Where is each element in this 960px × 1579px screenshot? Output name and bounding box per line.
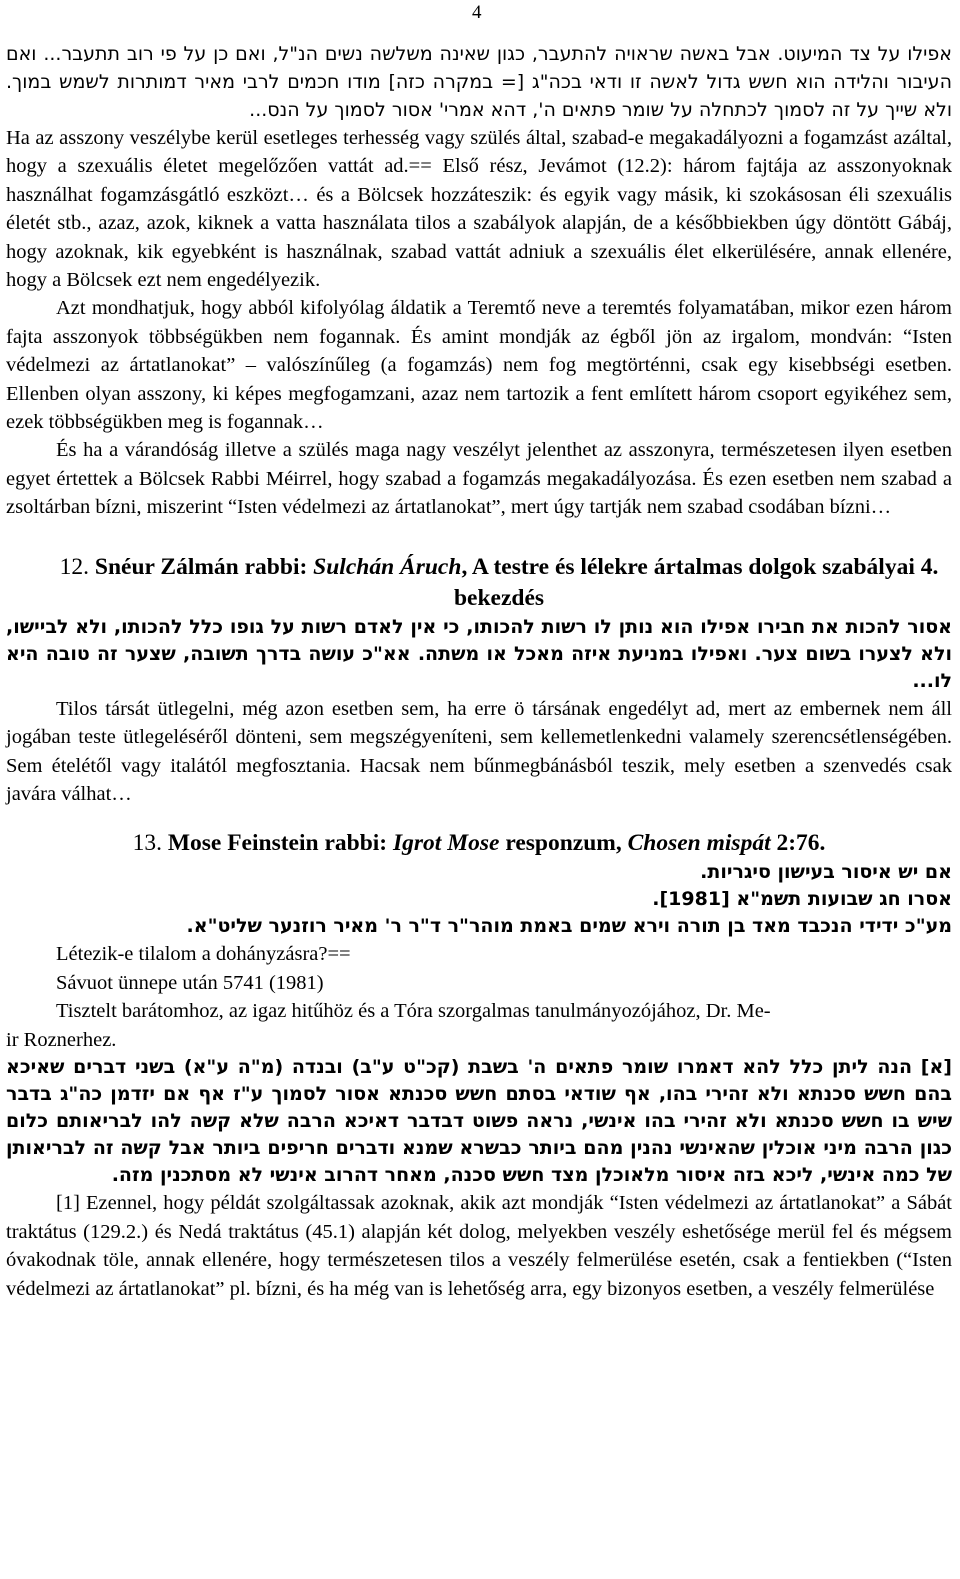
- letter-line-salutation-cont: ir Roznerhez.: [6, 1028, 117, 1051]
- hungarian-paragraph-3: És ha a várandóság illetve a szülés maga nagy veszélyt jelenthet az asszonyra, természetesen ilyen esetben egyet értettek a Bölcsek Rabbi Méirrel, hogy szabad a fogamzás megakadályozása. És ezen esetben nem szabad a zsoltárban bízni, miszerint “Isten védelmezi az ártatlanokat”, mert úgy tartják nem szabad csodában bízni…: [6, 439, 952, 519]
- section-13-hebrew-body: [א] הנה ליתן כלל להא דאמרו שומר פתאים ה' בשבת (קכ"ט ע"ב) ובנדה (מ"ה ע"א) בשני דברים שאיכא בהם חשש סכנתא ולא זהירי בהו, אף שודאי בסתם חשש סכנתא אסור לסמוך ע"ז אף אם יזדמן כה"ג בדבר שיש בו חשש סכנתא ולא זהירי בהו אינשי, נראה פשוט דבדבר דאיכא הרבה שלא קשה להו לבריאותם כלום כגון הרבה מיני אוכלין שהאינשי נהנין מהם ביותר כבשרא שמנא ודברים חריפים ביותר אבל קשה זה לבריאותן של כמה אינשי, ליכא בזה איסור מלאוכלן מצד חשש סכנה, מאחר דהרוב אינשי לא מסתכנין מזה.: [6, 1056, 952, 1187]
- section-13-letter-header: [6, 940, 952, 1054]
- section-13-hebrew-line-3: מע"כ ידידי הנכבד מאד בן תורה וירא שמים באמת מוהר"ר ד"ר ר' מאיר רוזנער שליט"א.: [186, 915, 952, 938]
- section-12-hungarian: Tilos társát ütlegelni, még azon esetben sem, ha erre ö társának engedélyt ad, mert az embernek nem áll jogában teste ütlegeléséről dönteni, sem megszégyeníteni, sem kellemetlenkedni valamely szerencsétlenségében. Sem ételétől vagy italától megfosztania. Hacsak nem bűnmegbánásból teszik, mely esetben a szenvedés csak javára válhat…: [6, 697, 952, 805]
- section-13-number: 13.: [132, 830, 162, 857]
- section-12-title-rest: , A testre és lélekre ártalmas dolgok szabályai 4. bekezdés: [453, 553, 939, 611]
- section-13-title-italic: Igrot Mose: [393, 830, 500, 857]
- page-number: 4: [472, 2, 482, 23]
- hungarian-paragraph-2: Azt mondhatjuk, hogy abból kifolyólag áldatik a Teremtő neve a teremtés folyamatában, mikor ezen három fajta asszonyok többségükben nem fogannak. És amint mondják az égből jön az irgalom, mondván: “Isten védelmezi az ártatlanokat” – valószínűleg (a fogamzás) nem fog megtörténni, csak egy kisebbségi esetben. Ellenben olyan asszony, ki képes megfogamzani, azaz nem tartozik a fent említett három csoport egyikéhez sem, ezek többségükben meg is fogannak…: [6, 297, 952, 434]
- section-12-author: Snéur Zálmán rabbi:: [94, 553, 308, 580]
- section-13-hebrew-line-1: אם יש איסור בעישון סיגריות.: [700, 861, 952, 884]
- page-content: [6, 40, 952, 1303]
- letter-line-salutation: Tisztelt barátomhoz, az igaz hitűhöz és a Tóra szorgalmas tanulmányozójához, Dr. Me-: [56, 1000, 771, 1023]
- section-13-title-italic-2: Chosen mispát: [627, 830, 771, 857]
- section-12-hebrew: אסור להכות את חבירו אפילו הוא נותן לו רשות להכותו, כי אין לאדם רשות על גופו כלל להכותו, ולא לביישו, ולא לצערו בשום צער. ואפילו במניעת איזה מאכל או משתה. אא"כ עושה בדרך תשובה, שצער זה טובה היא לו...: [6, 615, 952, 692]
- section-13-title-end: 2:76.: [776, 830, 826, 857]
- section-12-title-italic: Sulchán Áruch: [313, 553, 462, 580]
- section-13-hebrew-line-2: אסרו חג שבועות תשמ"א [1981].: [652, 888, 952, 911]
- letter-line-date: Sávuot ünnepe után 5741 (1981): [56, 971, 324, 994]
- letter-line-question: Létezik-e tilalom a dohányzásra?==: [56, 943, 351, 966]
- hebrew-paragraph-1: אפילו על צד המיעוט. אבל באשה שראויה להתעבר, כגון שאינה משלשה נשים הנ"ל, ואם כן על פי רוב תתעבר... ואם העיבור והלידה הוא חשש גדול לאשה זו ודאי בכה"ג [= במקרה כזה] מודו חכמים לרבי מאיר דמותרות לשמש במוך. ולא שייך על זה לסמוך לכתחלה על שומר פתאים ה', דהא אמרי' אסור לסמוך על הנס...: [6, 43, 952, 121]
- section-12-heading: [6, 552, 952, 614]
- section-13-heading: [6, 828, 952, 859]
- hungarian-paragraph-1: Ha az asszony veszélybe kerül esetleges terhesség vagy szülés által, szabad-e megakadályozni a fogamzást azáltal, hogy a szexuális életet megelőzően vattát ad.== Első rész, Jevámot (12.2): három fajtája az asszonyoknak használhat fogamzásgátló eszközt… és a Bölcsek hozzáteszik: és egyik vagy másik, ki szokásosan éli szexuális életét stb., azaz, azok, kiknek a vatta használata tilos a szabályok alapján, de a későbbiekben úgy döntött Gábáj, hogy azoknak, kik egyebként is használnak, szabad vattát adniuk a szexuális élet elkerülésére, annak ellenére, hogy a Bölcsek ezt nem engedélyezik.: [6, 127, 952, 292]
- section-12-number: 12.: [59, 553, 89, 580]
- section-13-hungarian-body: [1] Ezennel, hogy példát szolgáltassak azoknak, akik azt mondják “Isten védelmezi az ártatlanokat” a Sábát traktátus (129.2.) és Nedá traktátus (45.1) alapján két dolog, melyekben veszély eshetősége merül fel és mégsem óvakodnak töle, annak ellenére, hogy természetesen tilos a veszély felmerülése esetén, csak a fentiekben (“Isten védelmezi az ártatlanokat” pl. bízni, és ha még van is lehetőség arra, egy bizonyos esetben, a veszély felmerülése: [6, 1192, 952, 1300]
- section-13-title-mid: responzum,: [505, 830, 622, 857]
- section-13-author: Mose Feinstein rabbi:: [167, 830, 388, 857]
